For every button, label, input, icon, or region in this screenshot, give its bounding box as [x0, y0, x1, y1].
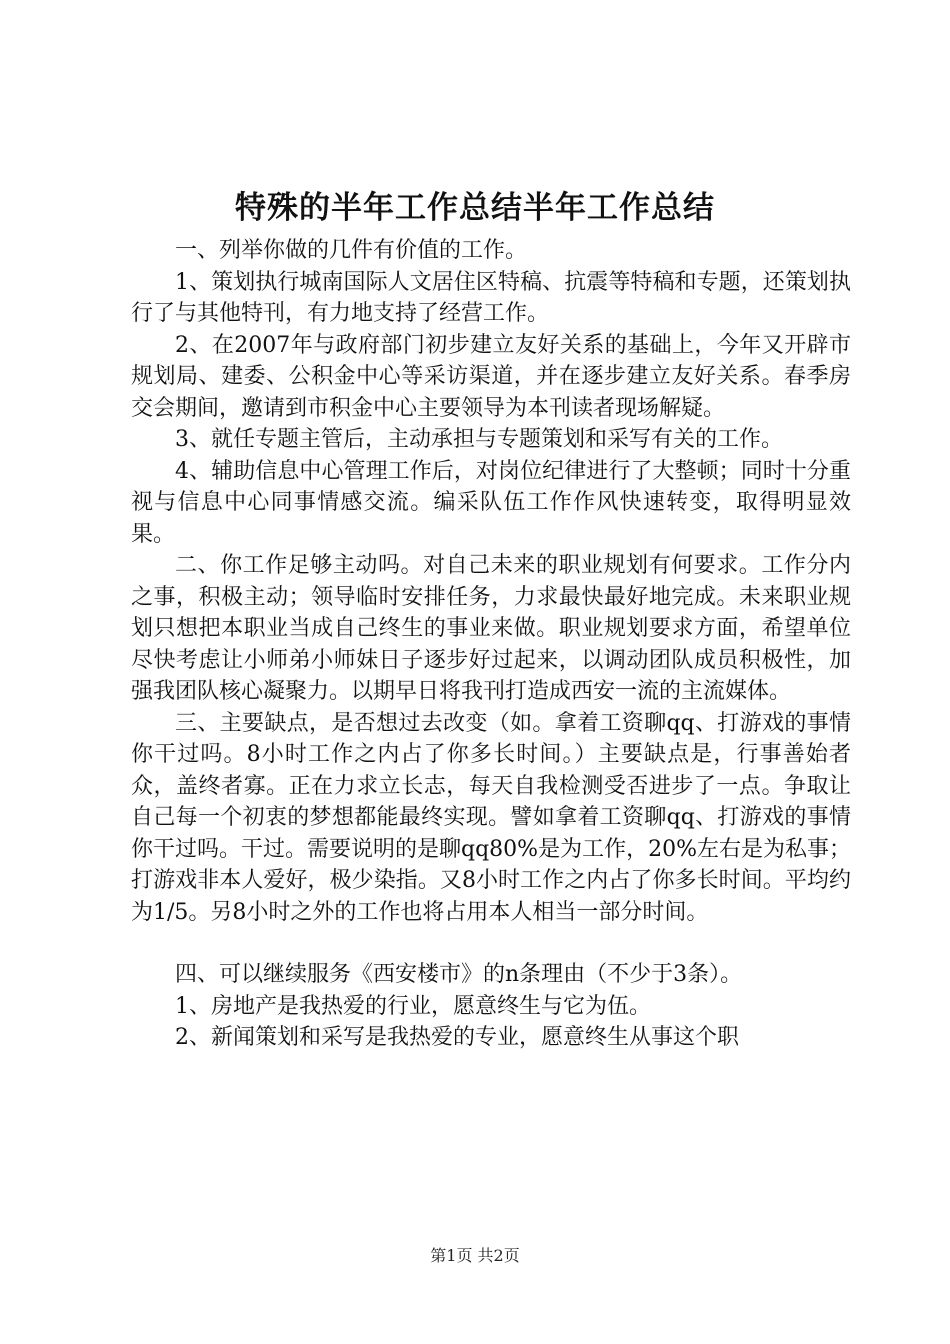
paragraph-section-3: 三、主要缺点，是否想过去改变（如。拿着工资聊qq、打游戏的事情你干过吗。8小时工作之内占了你多长时间。）主要缺点是，行事善始者众，盖终者寡。正在力求立长志，每天自我检测受否进步了一点。争取让自己每一个初衷的梦想都能最终实现。譬如拿着工资聊qq、打游戏的事情你干过吗。干过。需要说明的是聊qq80%是为工作，20%左右是为私事；打游戏非本人爱好，极少染指。又8小时工作之内占了你多长时间。平均约为1/5。另8小时之外的工作也将占用本人相当一部分时间。: [131, 710, 851, 925]
paragraph-section-2: 二、你工作足够主动吗。对自己未来的职业规划有何要求。工作分内之事，积极主动；领导临时安排任务，力求最快最好地完成。未来职业规划只想把本职业当成自己终生的事业来做。职业规划要求方面，希望单位尽快考虑让小师弟小师妹日子逐步好过起来，以调动团队成员积极性，加强我团队核心凝聚力。以期早日将我刊打造成西安一流的主流媒体。: [131, 553, 851, 704]
document-title: 特殊的半年工作总结半年工作总结: [235, 190, 715, 226]
paragraph-item-4: 4、辅助信息中心管理工作后，对岗位纪律进行了大整顿；同时十分重视与信息中心同事情感交流。编采队伍工作作风快速转变，取得明显效果。: [131, 458, 851, 547]
paragraph-section-4-heading: 四、可以继续服务《西安楼市》的n条理由（不少于3条）。: [175, 962, 743, 987]
paragraph-reason-2: 2、新闻策划和采写是我热爱的专业，愿意终生从事这个职: [175, 1025, 739, 1050]
paragraph-section-1-heading: 一、列举你做的几件有价值的工作。: [175, 238, 528, 263]
page-number-footer: 第1页 共2页: [430, 1246, 520, 1265]
paragraph-item-3: 3、就任专题主管后，主动承担与专题策划和采写有关的工作。: [175, 427, 783, 452]
paragraph-item-2: 2、在2007年与政府部门初步建立友好关系的基础上，今年又开辟市规划局、建委、公积金中心等采访渠道，并在逐步建立友好关系。春季房交会期间，邀请到市积金中心主要领导为本刊读者现场解疑。: [131, 332, 851, 421]
paragraph-reason-1: 1、房地产是我热爱的行业，愿意终生与它为伍。: [175, 993, 651, 1019]
document-body: [131, 235, 851, 1054]
paragraph-item-1: 1、策划执行城南国际人文居住区特稿、抗震等特稿和专题，还策划执行了与其他特刊，有力地支持了经营工作。: [131, 269, 851, 326]
